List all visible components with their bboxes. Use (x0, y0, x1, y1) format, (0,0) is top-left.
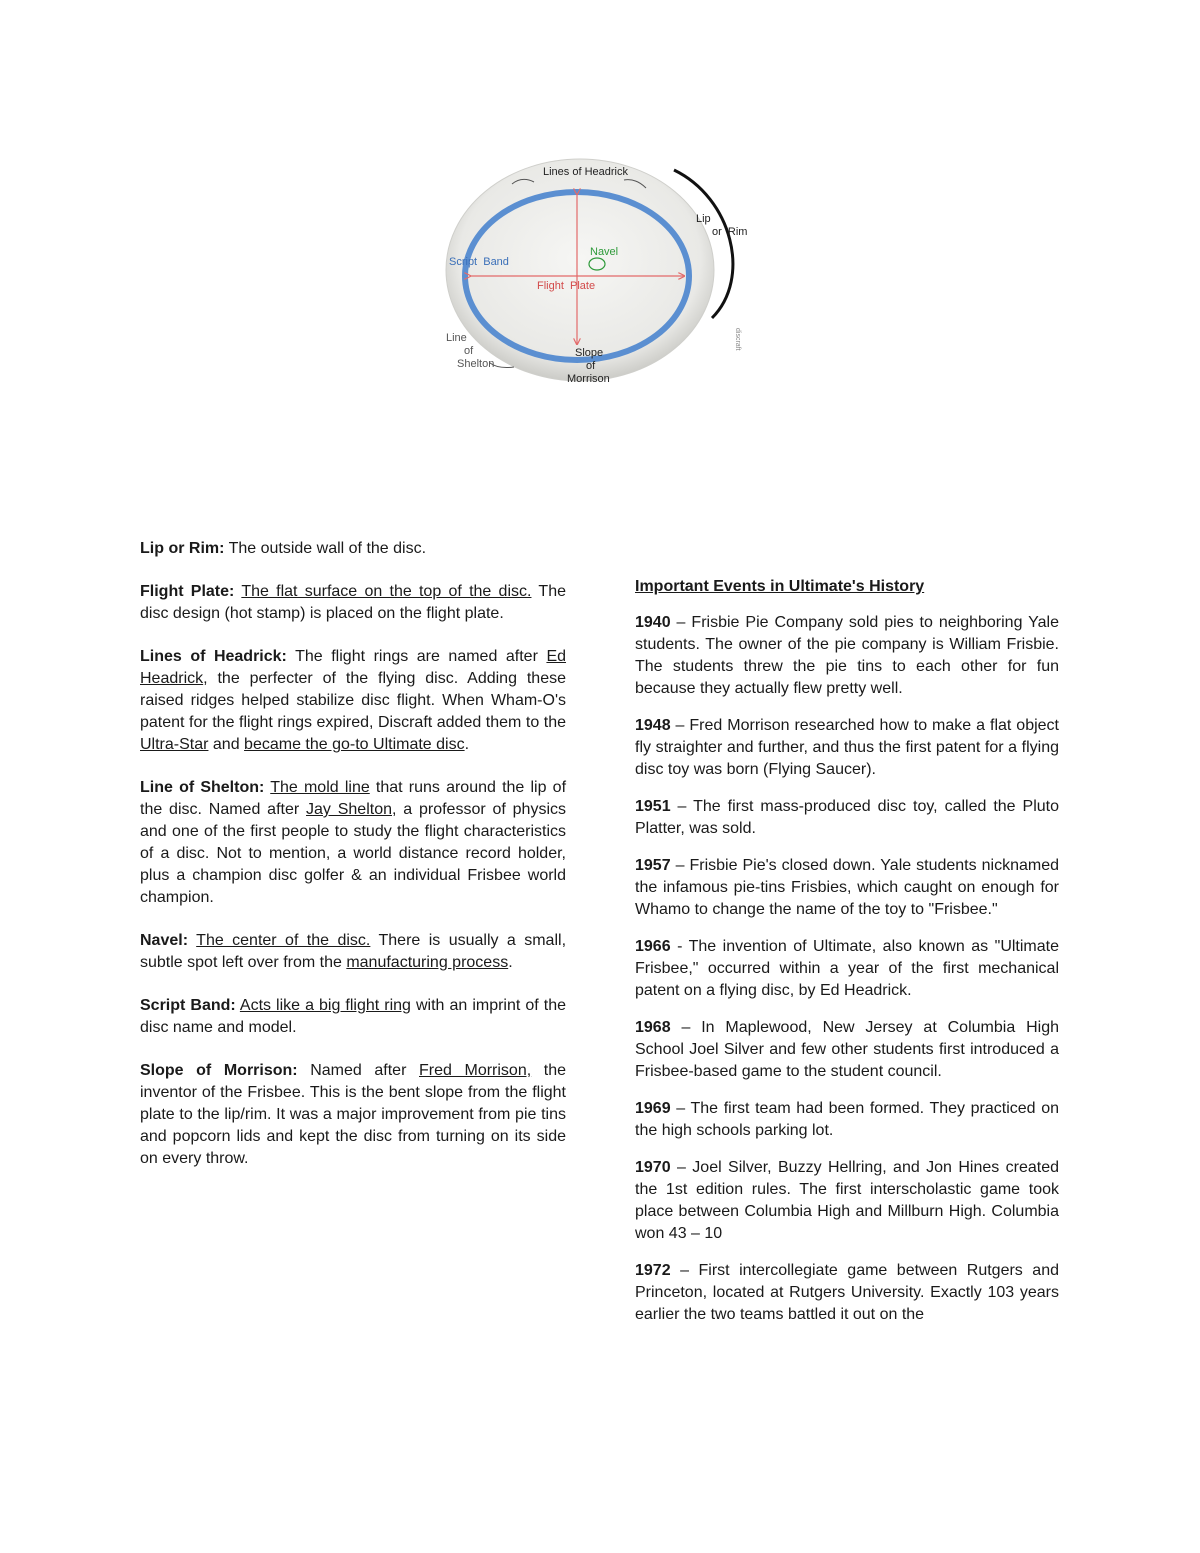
definition-item (140, 1060, 566, 1170)
definition-item (140, 777, 566, 909)
definition-text: and (208, 736, 245, 753)
history-heading: Important Events in Ultimate's History (635, 578, 925, 595)
definition-text: The disc design (hot stamp) is placed on the flight plate. (140, 583, 566, 622)
definition-text: . (464, 736, 470, 753)
definition-term: Flight Plate: (140, 583, 235, 600)
event-separator: – (670, 614, 692, 631)
event-year: 1969 (635, 1100, 671, 1117)
event-year: 1940 (635, 614, 671, 631)
label-credit: discraft (734, 328, 741, 351)
event-text: The first mass-produced disc toy, called the Pluto Platter, was sold. (635, 798, 1060, 837)
definition-text: , the perfecter of the flying disc. Adding these raised ridges helped stabilize disc flight. When Wham-O's patent for the flight rings expired, Discraft added them to the (140, 670, 566, 731)
definition-text: with an imprint of the disc name and model. (140, 997, 567, 1036)
definition-term: Script Band: (140, 997, 236, 1014)
definition-link-text: The flat surface on the top of the disc. (241, 583, 532, 600)
label-shelton: Shelton (457, 358, 495, 370)
definition-term: Lip or Rim: (140, 540, 225, 557)
event-separator: – (670, 717, 690, 734)
event-text: The invention of Ultimate, also known as "Ultimate Frisbee," occurred within a year of the first mechanical patent on a flying disc, by Ed Headrick. (635, 938, 1060, 999)
definition-text: a professor of physics and one of the first people to study the flight characteristics of a disc. Not to mention, a world distance record holder, plus a champion disc golfer & an individual Frisbee world champion. (140, 801, 567, 906)
event-text: Fred Morrison researched how to make a flat object fly straighter and further, and thus the first patent for a flying disc toy was born (Flying Saucer). (635, 717, 1059, 778)
event-separator: – (670, 1262, 699, 1279)
event-year: 1968 (635, 1019, 671, 1036)
history-event (635, 1098, 1059, 1142)
event-text: Joel Silver, Buzzy Hellring, and Jon Hines created the 1st edition rules. The first interscholastic game took place between Columbia High and Millburn High. Columbia won 43 – 10 (635, 1159, 1060, 1242)
event-year: 1966 (635, 938, 671, 955)
definition-link-text: Jay Shelton, (306, 801, 397, 818)
definition-text (188, 932, 196, 949)
event-text: In Maplewood, New Jersey at Columbia High School Joel Silver and few other students first introduced a Frisbee-based game to the student council. (635, 1019, 1059, 1080)
label-line: Line (446, 332, 467, 344)
definition-text: The outside wall of the disc. (224, 540, 427, 557)
definition-item (140, 930, 566, 974)
definition-term: Navel: (140, 932, 189, 949)
definition-link-text: Fred Morrison, (419, 1062, 532, 1079)
definition-link-text: Acts like a big flight ring (239, 997, 411, 1014)
definition-text: that runs around the lip of the disc. Named after (140, 779, 567, 818)
history-event (635, 1017, 1059, 1083)
history-event (635, 855, 1059, 921)
event-text: Frisbie Pie's closed down. Yale students nicknamed the infamous pie-tins Frisbies, which caught on enough for Whamo to change the name of the toy to "Frisbee." (635, 857, 1059, 918)
event-separator: - (670, 938, 689, 955)
label-slope-of: of (586, 360, 596, 372)
event-separator: – (670, 1019, 702, 1036)
event-year: 1970 (635, 1159, 671, 1176)
definition-link-text: Ultra-Star (140, 736, 209, 753)
definition-item (140, 995, 566, 1039)
event-separator: – (670, 798, 694, 815)
definition-term: Line of Shelton: (140, 779, 265, 796)
definition-term: Lines of Headrick: (140, 648, 287, 665)
definition-item (140, 646, 566, 756)
label-lip: Lip (696, 213, 711, 225)
definition-text: Named after (297, 1062, 419, 1079)
definition-text: The flight rings are named after (286, 648, 547, 665)
history-event (635, 1157, 1059, 1245)
event-separator: – (670, 857, 690, 874)
definition-text: . (508, 954, 513, 971)
event-separator: – (670, 1100, 691, 1117)
event-year: 1957 (635, 857, 671, 874)
event-year: 1972 (635, 1262, 671, 1279)
event-year: 1951 (635, 798, 671, 815)
history-event (635, 715, 1059, 781)
definitions-column (140, 538, 566, 1191)
label-navel: Navel (590, 246, 619, 258)
definition-text: There is usually a small, subtle spot left over from the (140, 932, 567, 971)
definition-link-text: manufacturing process (346, 954, 509, 971)
history-events (635, 612, 1059, 1326)
label-morrison: Morrison (567, 373, 610, 385)
label-slope: Slope (575, 347, 604, 359)
definition-link-text: The mold line (270, 779, 370, 796)
definition-link-text: The center of the disc. (196, 932, 371, 949)
label-flight-plate: Flight Plate (537, 280, 596, 292)
disc-anatomy-figure (440, 158, 770, 390)
definition-link-text: Ed Headrick (140, 648, 567, 687)
definition-text: the inventor of the Frisbee. This is the bent slope from the flight plate to the lip/rim. It was a major improvement from pie tins and popcorn lids and kept the disc from turning on its side on every throw. (140, 1062, 567, 1167)
event-text: First intercollegiate game between Rutgers and Princeton, located at Rutgers University. Exactly 103 years earlier the two teams battled it out on the (635, 1262, 1059, 1323)
label-or-rim: or Rim (712, 226, 748, 238)
definition-link-text: became the go-to Ultimate disc (244, 736, 465, 753)
disc-diagram (440, 158, 770, 390)
label-of: of (464, 345, 474, 357)
label-lines-of-headrick: Lines of Headrick (543, 166, 628, 178)
event-text: The first team had been formed. They practiced on the high schools parking lot. (635, 1100, 1060, 1139)
history-event (635, 936, 1059, 1002)
history-column (635, 576, 1059, 1341)
definition-item (140, 538, 566, 560)
event-year: 1948 (635, 717, 671, 734)
label-script-band: Script Band (449, 256, 509, 268)
definition-item (140, 581, 566, 625)
history-event (635, 1260, 1059, 1326)
history-event (635, 612, 1059, 700)
definition-term: Slope of Morrison: (140, 1062, 298, 1079)
event-separator: – (670, 1159, 693, 1176)
history-event (635, 796, 1059, 840)
event-text: Frisbie Pie Company sold pies to neighboring Yale students. The owner of the pie company is William Frisbie. The students threw the pie tins to each other for fun because they actually flew pretty well. (635, 614, 1059, 697)
